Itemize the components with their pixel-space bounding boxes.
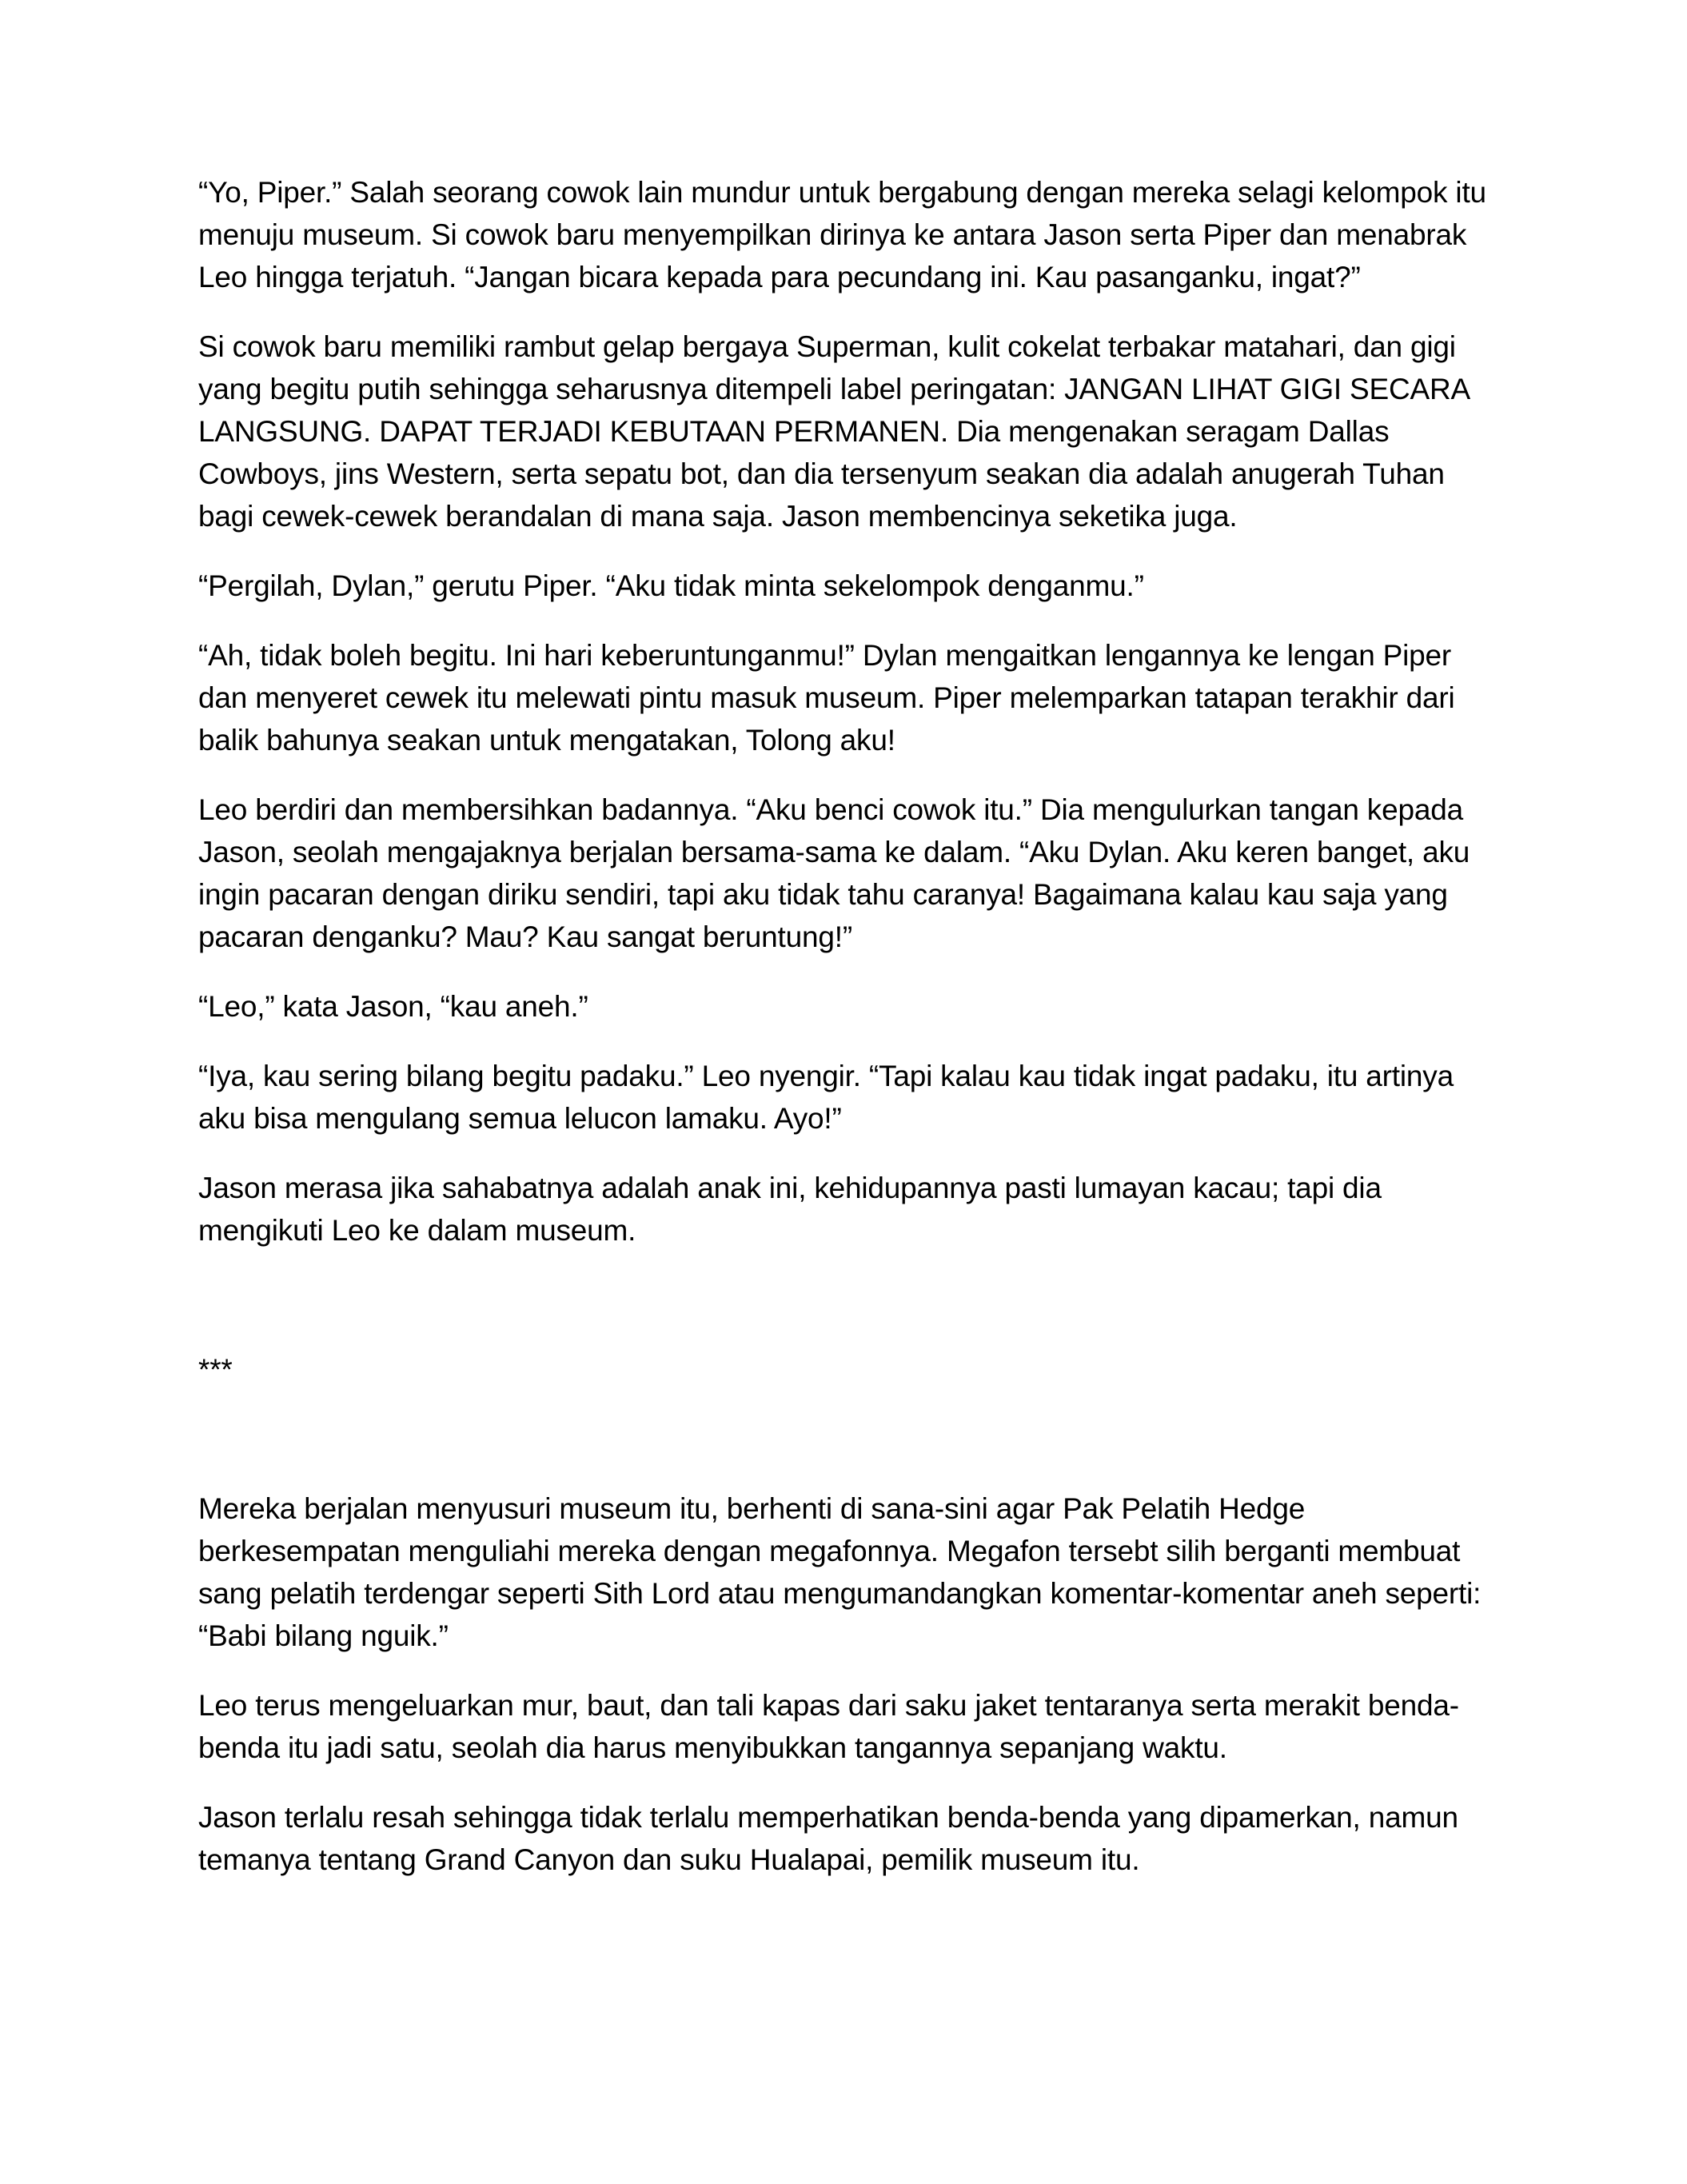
paragraph-2: Si cowok baru memiliki rambut gelap bergaya Superman, kulit cokelat terbakar matahari, dan gigi yang begitu putih sehingga seharusnya ditempeli label peringatan: JANGAN LIHAT GIGI SECARA LANGSUNG. DAPAT TERJADI KEBUTAAN PERMANEN. Dia mengenakan seragam Dallas Cowboys, jins Western, serta sepatu bot, dan dia tersenyum seakan dia adalah anugerah Tuhan bagi cewek-cewek berandalan di mana saja. Jason membencinya seketika juga. bbox=[198, 330, 1469, 533]
paragraph-7: “Iya, kau sering bilang begitu padaku.” Leo nyengir. “Tapi kalau kau tidak ingat padaku, itu artinya aku bisa mengulang semua lelucon lamaku. Ayo!” bbox=[198, 1060, 1454, 1135]
paragraph-4: “Ah, tidak boleh begitu. Ini hari keberuntunganmu!” Dylan mengaitkan lengannya ke lengan Piper dan menyeret cewek itu melewati pintu masuk museum. Piper melemparkan tatapan terakhir dari balik bahunya seakan untuk mengatakan, Tolong aku! bbox=[198, 639, 1455, 757]
paragraph-8: Jason merasa jika sahabatnya adalah anak ini, kehidupannya pasti lumayan kacau; tapi dia mengikuti Leo ke dalam museum. bbox=[198, 1172, 1382, 1247]
paragraph-10: Leo terus mengeluarkan mur, baut, dan tali kapas dari saku jaket tentaranya serta merakit benda-benda itu jadi satu, seolah dia harus menyibukkan tangannya sepanjang waktu. bbox=[198, 1689, 1459, 1764]
section-separator: *** bbox=[198, 1353, 233, 1386]
paragraph-3: “Pergilah, Dylan,” gerutu Piper. “Aku tidak minta sekelompok denganmu.” bbox=[198, 569, 1144, 602]
paragraph-11: Jason terlalu resah sehingga tidak terlalu memperhatikan benda-benda yang dipamerkan, namun temanya tentang Grand Canyon dan suku Hualapai, pemilik museum itu. bbox=[198, 1801, 1458, 1876]
paragraph-9: Mereka berjalan menyusuri museum itu, berhenti di sana-sini agar Pak Pelatih Hedge berkesempatan menguliahi mereka dengan megafonnya. Megafon tersebt silih berganti membuat sang pelatih terdengar seperti Sith Lord atau mengumandangkan komentar-komentar aneh seperti: “Babi bilang nguik.” bbox=[198, 1492, 1482, 1652]
paragraph-5: Leo berdiri dan membersihkan badannya. “Aku benci cowok itu.” Dia mengulurkan tangan kepada Jason, seolah mengajaknya berjalan bersama-sama ke dalam. “Aku Dylan. Aku keren banget, aku ingin pacaran dengan diriku sendiri, tapi aku tidak tahu caranya! Bagaimana kalau kau saja yang pacaran denganku? Mau? Kau sangat beruntung!” bbox=[198, 793, 1470, 953]
text-block bbox=[198, 171, 1500, 1908]
paragraph-6: “Leo,” kata Jason, “kau aneh.” bbox=[198, 990, 588, 1023]
paragraph-1: “Yo, Piper.” Salah seorang cowok lain mundur untuk bergabung dengan mereka selagi kelompok itu menuju museum. Si cowok baru menyempilkan dirinya ke antara Jason serta Piper dan menabrak Leo hingga terjatuh. “Jangan bicara kepada para pecundang ini. Kau pasanganku, ingat?” bbox=[198, 176, 1486, 293]
